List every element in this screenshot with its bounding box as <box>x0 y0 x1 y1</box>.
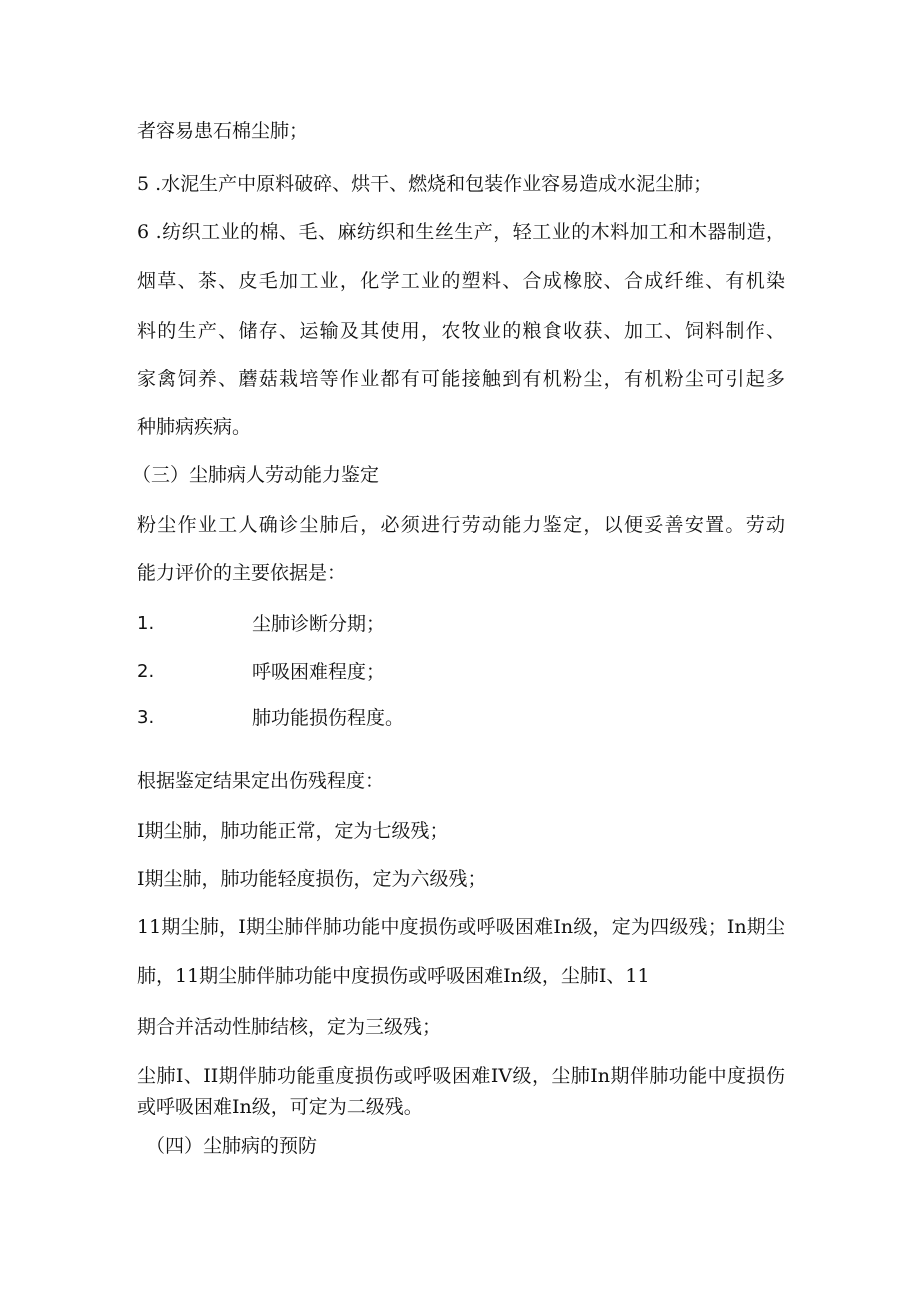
paragraph-line: I期尘肺，肺功能轻度损伤，定为六级残； <box>137 868 487 890</box>
paragraph-line: 者容易患石棉尘肺； <box>137 120 309 142</box>
list-item-6-line-1: 6 .纺织工业的棉、毛、麻纺织和生丝生产，轻工业的木料加工和木器制造， <box>137 221 785 243</box>
paragraph-line: 家禽饲养、蘑菇栽培等作业都有可能接触到有机粉尘，有机粉尘可引起多 <box>137 368 785 390</box>
list-number: 1. <box>137 613 155 634</box>
section-heading-4: （四）尘肺病的预防 <box>146 1135 318 1157</box>
list-text: 呼吸困难程度； <box>252 661 386 683</box>
paragraph-line: 种肺病疾病。 <box>137 416 252 438</box>
paragraph-line: 11期尘肺，I期尘肺伴肺功能中度损伤或呼吸困难In级，定为四级残；In期尘 <box>137 916 785 938</box>
list-text: 尘肺诊断分期； <box>252 613 386 635</box>
list-number: 3. <box>137 707 155 728</box>
paragraph-line: 期合并活动性肺结核，定为三级残； <box>137 1016 442 1038</box>
paragraph-line: 能力评价的主要依据是： <box>137 562 347 584</box>
paragraph-line: 根据鉴定结果定出伤残程度： <box>137 770 385 792</box>
paragraph-line: 粉尘作业工人确诊尘肺后，必须进行劳动能力鉴定，以便妥善安置。劳动 <box>137 514 785 536</box>
list-number: 2. <box>137 661 155 682</box>
list-text: 肺功能损伤程度。 <box>252 707 405 729</box>
paragraph-line: I期尘肺，肺功能正常，定为七级残； <box>137 820 449 842</box>
paragraph-line: 烟草、茶、皮毛加工业，化学工业的塑料、合成橡胶、合成纤维、有机染 <box>137 270 785 292</box>
paragraph-line: 或呼吸困难In级，可定为二级残。 <box>137 1096 423 1118</box>
list-item-5: 5 .水泥生产中原料破碎、烘干、燃烧和包装作业容易造成水泥尘肺； <box>137 173 713 195</box>
paragraph-line: 料的生产、储存、运输及其使用，农牧业的粮食收获、加工、饲料制作、 <box>137 320 785 342</box>
section-heading-3: （三）尘肺病人劳动能力鉴定 <box>132 464 380 486</box>
paragraph-line: 尘肺I、II期伴肺功能重度损伤或呼吸困难IV级，尘肺In期伴肺功能中度损伤 <box>137 1065 785 1087</box>
paragraph-line: 肺，11期尘肺伴肺功能中度损伤或呼吸困难In级，尘肺I、11 <box>137 965 650 987</box>
